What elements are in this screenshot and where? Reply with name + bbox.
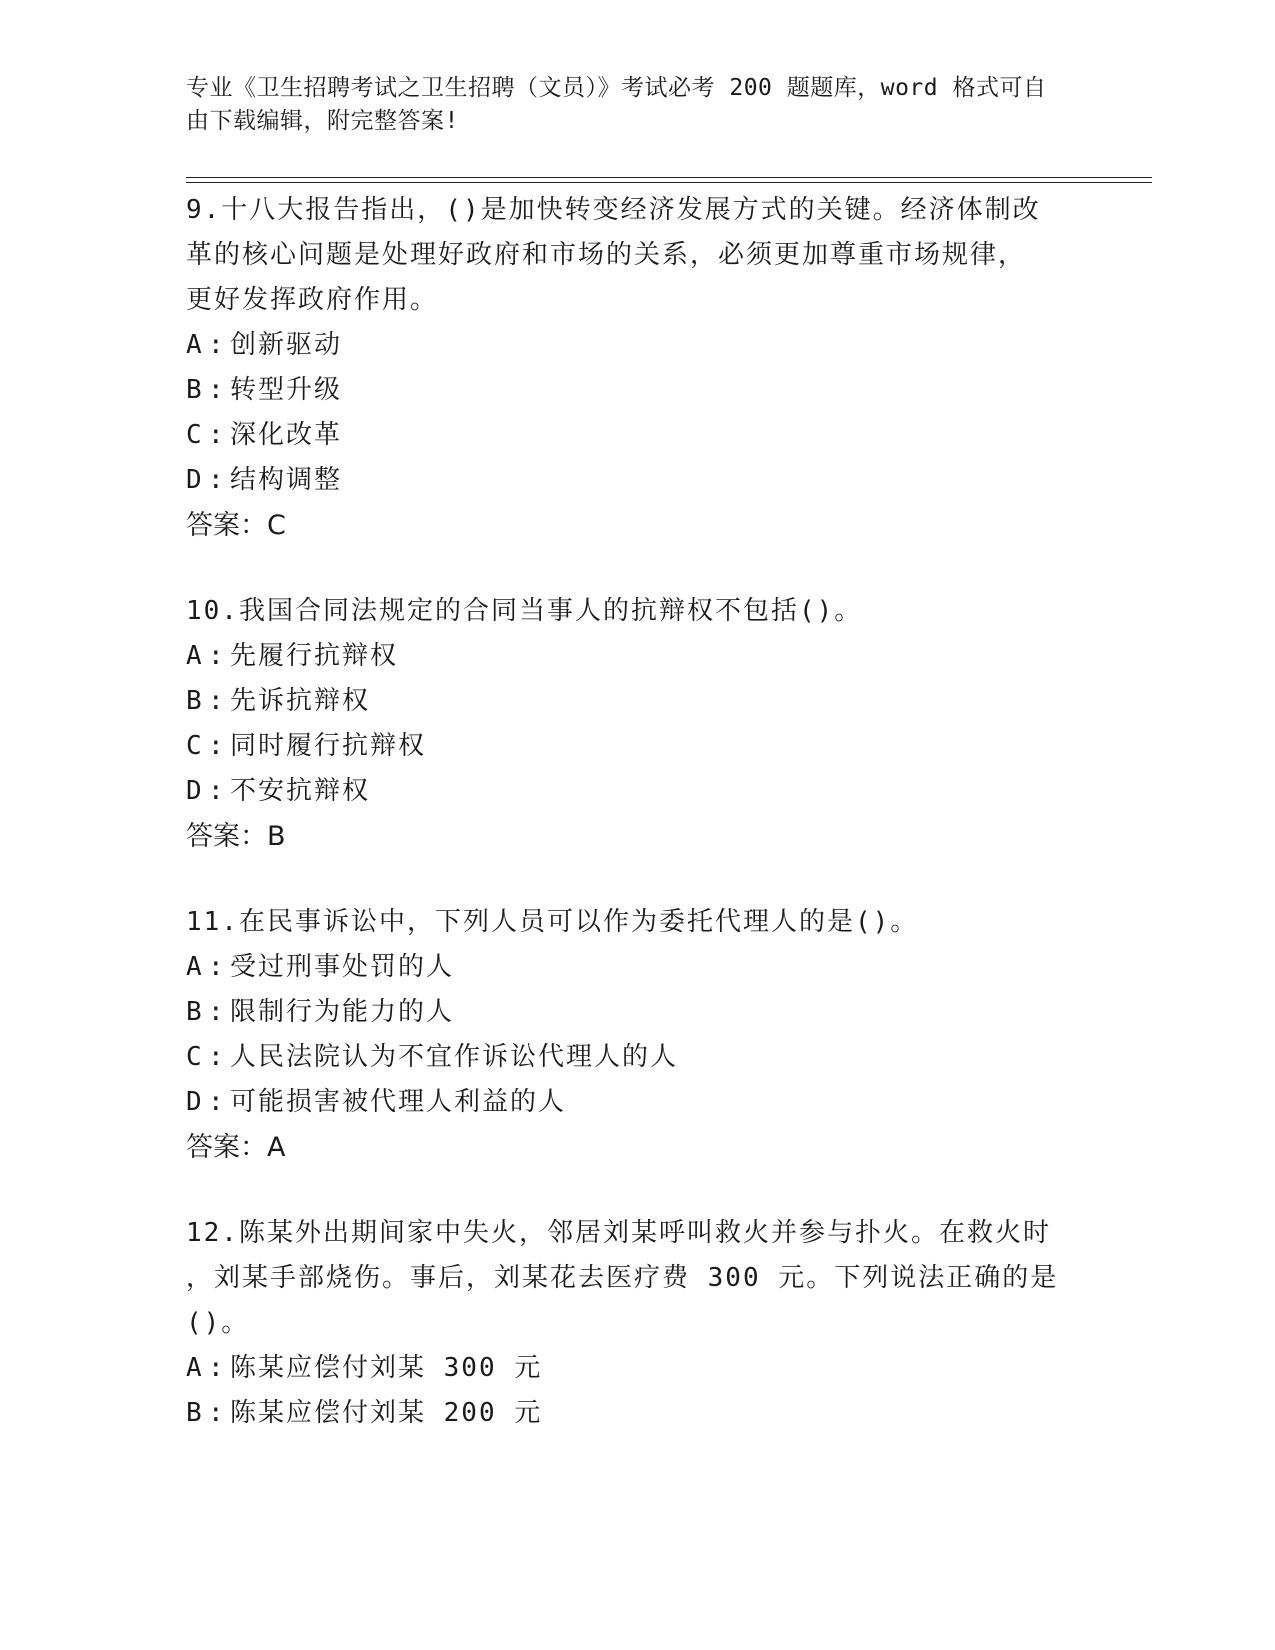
option-d: D : 不安抗辩权 — [186, 776, 371, 806]
question-stem-line: 更好发挥政府作用。 — [186, 285, 439, 315]
option-b: B : 先诉抗辩权 — [186, 686, 371, 716]
option-b: B : 限制行为能力的人 — [186, 997, 455, 1027]
question-11 — [186, 900, 1086, 1170]
question-12 — [186, 1211, 1086, 1436]
option-a: A : 先履行抗辩权 — [186, 641, 399, 671]
option-text: 陈某应偿付刘某 200 元 — [230, 1398, 543, 1428]
answer-line: 答案：C — [186, 510, 286, 541]
document-header — [186, 72, 1066, 138]
option-text: 不安抗辩权 — [230, 776, 371, 806]
option-a: A : 受过刑事处罚的人 — [186, 952, 455, 982]
answer-line: 答案：B — [186, 821, 286, 852]
question-9 — [186, 188, 1086, 548]
option-a: A : 陈某应偿付刘某 300 元 — [186, 1353, 543, 1383]
option-text: 创新驱动 — [230, 330, 343, 360]
question-10 — [186, 589, 1086, 859]
option-d: D : 可能损害被代理人利益的人 — [186, 1087, 567, 1117]
option-text: 先诉抗辩权 — [230, 686, 371, 716]
question-stem-line: 12.陈某外出期间家中失火，邻居刘某呼叫救火并参与扑火。在救火时 — [186, 1218, 1051, 1248]
option-text: 可能损害被代理人利益的人 — [230, 1087, 567, 1117]
option-text: 结构调整 — [230, 465, 343, 495]
header-line-1: 专业《卫生招聘考试之卫生招聘（文员）》考试必考 200 题题库，word 格式可自 — [186, 75, 1047, 101]
option-text: 人民法院认为不宜作诉讼代理人的人 — [230, 1042, 679, 1072]
option-text: 陈某应偿付刘某 300 元 — [230, 1353, 543, 1383]
option-text: 受过刑事处罚的人 — [230, 952, 455, 982]
option-text: 限制行为能力的人 — [230, 997, 455, 1027]
question-stem-line: 革的核心问题是处理好政府和市场的关系，必须更加尊重市场规律， — [186, 240, 1027, 270]
option-text: 同时履行抗辩权 — [230, 731, 427, 761]
question-stem-line: 9.十八大报告指出，()是加快转变经济发展方式的关键。经济体制改 — [186, 195, 1041, 225]
question-stem-line: ，刘某手部烧伤。事后，刘某花去医疗费 300 元。下列说法正确的是 — [186, 1263, 1059, 1293]
option-d: D : 结构调整 — [186, 465, 343, 495]
option-a: A : 创新驱动 — [186, 330, 343, 360]
option-c: C : 深化改革 — [186, 420, 343, 450]
option-text: 转型升级 — [230, 375, 343, 405]
header-divider-bottom — [186, 182, 1152, 183]
option-text: 深化改革 — [230, 420, 343, 450]
question-list — [186, 188, 1086, 1477]
option-text: 先履行抗辩权 — [230, 641, 399, 671]
option-c: C : 同时履行抗辩权 — [186, 731, 427, 761]
question-stem-line: 11.在民事诉讼中，下列人员可以作为委托代理人的是()。 — [186, 907, 919, 937]
header-divider-top — [186, 177, 1152, 178]
option-b: B : 陈某应偿付刘某 200 元 — [186, 1398, 543, 1428]
option-b: B : 转型升级 — [186, 375, 343, 405]
option-c: C : 人民法院认为不宜作诉讼代理人的人 — [186, 1042, 679, 1072]
question-stem-line: ()。 — [186, 1308, 250, 1338]
question-stem-line: 10.我国合同法规定的合同当事人的抗辩权不包括()。 — [186, 596, 863, 626]
answer-line: 答案：A — [186, 1132, 286, 1163]
header-line-2: 由下载编辑，附完整答案! — [186, 108, 459, 134]
